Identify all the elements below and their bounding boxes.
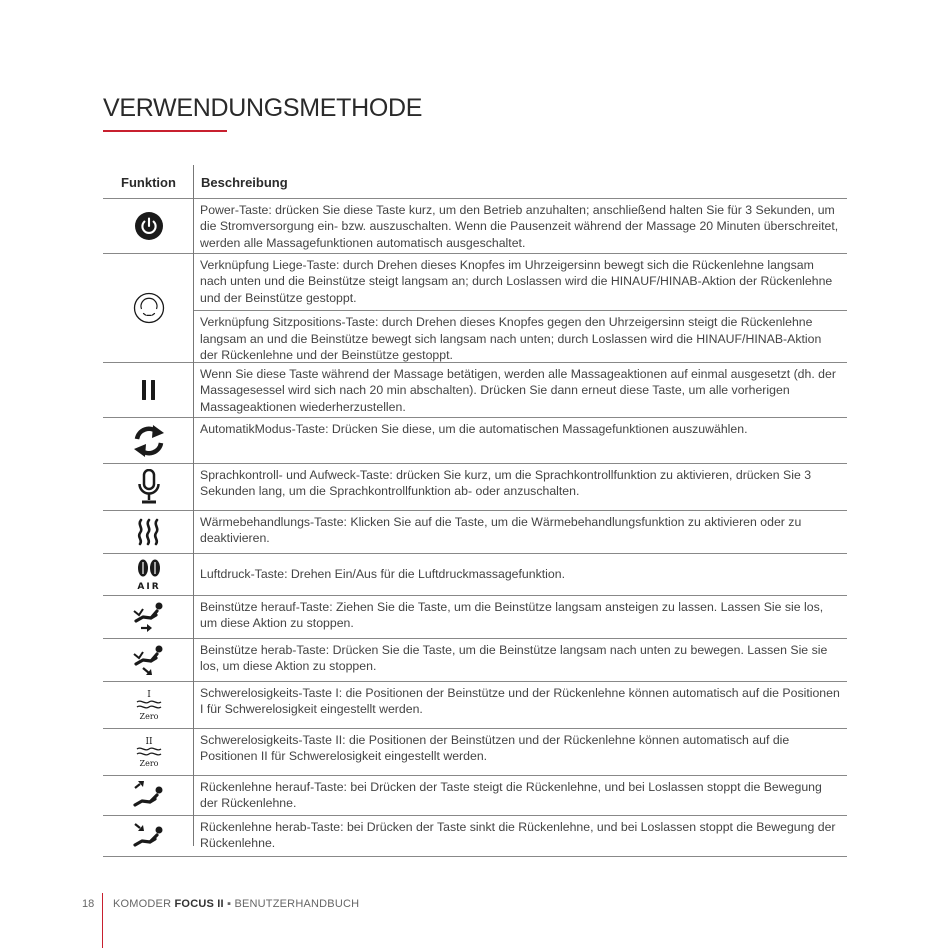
footer-divider <box>102 893 103 948</box>
row-description: Beinstütze herauf-Taste: Ziehen Sie die Taste, um die Beinstütze langsam ansteigen zu lassen. Lassen Sie sie los, um diese Aktion zu stoppen. <box>200 600 824 631</box>
row-description: Schwerelosigkeits-Taste I: die Positionen der Beinstütze und der Rückenlehne können automatisch auf die Positionen I für Schwerelosigkeit eingestellt werden. <box>200 686 840 717</box>
page-number: 18 <box>82 898 95 910</box>
footer-model: FOCUS II <box>174 898 224 910</box>
pause-icon <box>139 378 159 402</box>
table-row <box>103 464 847 511</box>
page-title: VERWENDUNGSMETHODE <box>103 94 423 122</box>
table-header <box>103 165 847 199</box>
table-row <box>103 199 847 254</box>
zero-label-roman: I <box>146 690 151 700</box>
row-description: Luftdruck-Taste: Drehen Ein/Aus für die Luftdruckmassagefunktion. <box>200 566 565 581</box>
zero-label: Zero <box>139 759 158 768</box>
table-row <box>103 554 847 596</box>
table-row <box>103 363 847 418</box>
air-label: AIR <box>136 581 161 592</box>
air-pressure-icon <box>132 558 166 592</box>
power-icon <box>134 211 164 241</box>
zero-label-roman: II <box>144 737 153 747</box>
table-row <box>103 776 847 816</box>
zero-gravity-2-icon <box>132 735 166 769</box>
table-row <box>103 418 847 464</box>
row-description: Rückenlehne herauf-Taste: bei Drücken der Taste steigt die Rückenlehne, und bei Loslassen stoppt die Bewegung der Rückenlehne. <box>200 780 822 811</box>
row-description: Rückenlehne herab-Taste: bei Drücken der Taste sinkt die Rückenlehne, und bei Loslassen stoppt die Bewegung der Rückenlehne. <box>200 820 836 851</box>
footer-brand: KOMODER <box>113 898 172 910</box>
function-table <box>103 165 847 857</box>
auto-mode-icon <box>131 424 167 458</box>
zero-gravity-1-icon <box>132 688 166 722</box>
title-underline <box>103 130 227 132</box>
row-description: Verknüpfung Sitzpositions-Taste: durch Drehen dieses Knopfes gegen den Uhrzeigersinn steigt die Rückenlehne langsam an und die Beinstütze bewegt sich langsam nach unten; durch Loslassen wird die HINAUF/HINAB-Aktion der Rückenlehne und der Beinstütze gestoppt. <box>194 310 847 367</box>
row-description: Wenn Sie diese Taste während der Massage betätigen, werden alle Massageaktionen auf einmal ausgesetzt (dh. der Massagesessel wird sich nach 20 min abschalten). Drücken Sie dann erneut diese Taste, um alle vorherigen Massageaktionen wiederherzustellen. <box>200 367 836 414</box>
table-row <box>103 596 847 639</box>
table-row <box>103 816 847 857</box>
row-description: Verknüpfung Liege-Taste: durch Drehen dieses Knopfes im Uhrzeigersinn bewegt sich die Rückenlehne langsam nach unten und die Beinstütze steigt langsam an; durch Loslassen wird die HINAUF/HINAB-Aktion der Rückenlehne und der Beinstütze gestoppt. <box>200 258 833 305</box>
row-description: Schwerelosigkeits-Taste II: die Positionen der Beinstützen und der Rückenlehne können automatisch auf die Positionen II für Schwerelosigkeit eingestellt werden. <box>200 733 790 764</box>
microphone-icon <box>136 469 162 505</box>
header-description: Beschreibung <box>201 175 288 190</box>
page-footer <box>0 893 950 923</box>
backrest-up-icon <box>131 780 167 812</box>
row-description: Wärmebehandlungs-Taste: Klicken Sie auf die Taste, um die Wärmebehandlungsfunktion zu aktivieren oder zu deaktivieren. <box>200 515 802 546</box>
row-description: Sprachkontroll- und Aufweck-Taste: drücken Sie kurz, um die Sprachkontrollfunktion zu aktivieren, drücken Sie 3 Sekunden lang, um die Sprachkontrollfunktion ab- oder anzuschalten. <box>200 468 812 499</box>
heat-icon <box>134 517 164 547</box>
table-row <box>103 729 847 776</box>
legrest-up-icon <box>131 601 167 633</box>
header-function: Funktion <box>121 175 176 190</box>
table-row <box>103 511 847 554</box>
table-row <box>103 254 847 363</box>
table-row <box>103 682 847 729</box>
zero-label: Zero <box>139 712 158 721</box>
rotary-knob-icon <box>133 292 165 324</box>
footer-title <box>113 898 359 910</box>
column-divider <box>193 165 194 846</box>
backrest-down-icon <box>131 820 167 852</box>
row-description: Beinstütze herab-Taste: Drücken Sie die Taste, um die Beinstütze langsam nach unten zu bewegen. Lassen Sie sie los, um diese Aktion zu stoppen. <box>200 643 828 674</box>
row-description: Power-Taste: drücken Sie diese Taste kurz, um den Betrieb anzuhalten; anschließend halten Sie für 3 Sekunden, um die Stromversorgung ein- bzw. auszuschalten. Wenn die Pausenzeit während der Massage 20 Minuten überschreitet, werden alle Massagefunktionen automatisch ausgeschaltet. <box>200 203 839 250</box>
legrest-down-icon <box>131 644 167 676</box>
table-row <box>103 639 847 682</box>
footer-separator: ▪ <box>227 898 232 910</box>
row-description: AutomatikModus-Taste: Drücken Sie diese, um die automatischen Massagefunktionen auszuwählen. <box>200 422 748 436</box>
footer-doc: BENUTZERHANDBUCH <box>234 898 360 910</box>
